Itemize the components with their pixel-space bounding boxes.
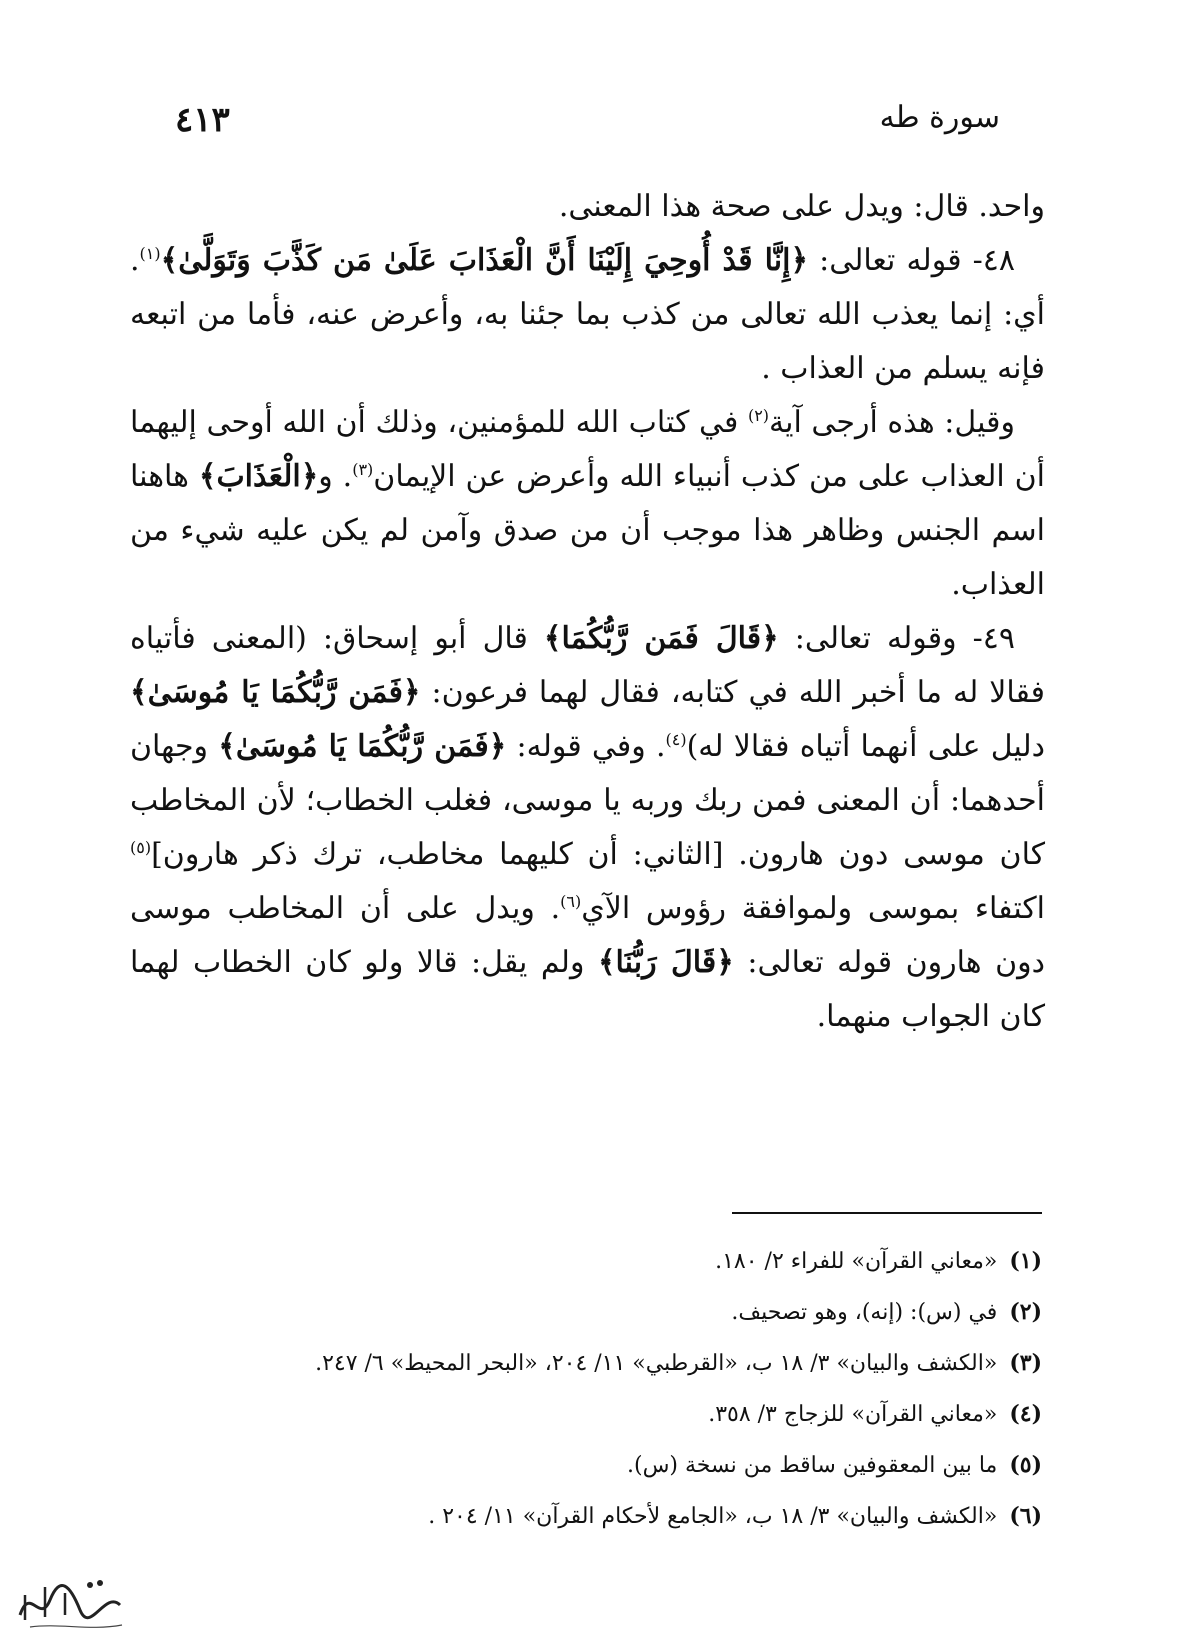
paragraph-4-text-f: اكتفاء بموسى ولموافقة رؤوس الآي bbox=[581, 891, 1046, 926]
footnote-number: (٦) bbox=[1009, 1503, 1042, 1529]
footnote-ref-5[interactable]: (٥) bbox=[130, 838, 152, 857]
verse-48-intro: ٤٨- قوله تعالى: bbox=[808, 243, 1016, 278]
publisher-logo bbox=[10, 1565, 130, 1635]
paragraph-4-text-c: دليل على أنهما أتياه فقالا له) bbox=[686, 729, 1045, 764]
paragraph-3-text-c: . و bbox=[318, 459, 353, 494]
paragraph-2 bbox=[130, 234, 1045, 396]
footnote-ref-4[interactable]: (٤) bbox=[665, 730, 687, 749]
footnote-number: (٥) bbox=[1009, 1452, 1042, 1478]
footnotes bbox=[137, 1236, 1042, 1542]
footnote-item bbox=[137, 1338, 1042, 1389]
footnote-item bbox=[137, 1440, 1042, 1491]
footnote-text: في (س): (إنه)، وهو تصحيف. bbox=[731, 1300, 998, 1325]
paragraph-3-text-b: في كتاب الله للمؤمنين، وذلك أن الله أوحى إليهما أن العذاب على من كذب أنبياء الله وأعرض عن الإيمان bbox=[130, 405, 1045, 494]
footnote-text: «معاني القرآن» للفراء ٢/ ١٨٠. bbox=[715, 1249, 998, 1274]
surah-title: سورة طه bbox=[879, 100, 1000, 135]
footnote-item bbox=[137, 1389, 1042, 1440]
quran-ayah: ﴿إِنَّا قَدْ أُوحِيَ إِلَيْنَا أَنَّ الْعَذَابَ عَلَىٰ مَن كَذَّبَ وَتَوَلَّىٰ﴾ bbox=[160, 243, 809, 278]
paragraph-3 bbox=[130, 396, 1045, 612]
paragraph-3-text-d: هاهنا اسم الجنس وظاهر هذا موجب أن من صدق وآمن لم يكن عليه شيء من العذاب. bbox=[130, 459, 1045, 602]
page-number: ٤١٣ bbox=[175, 100, 230, 140]
verse-48-commentary: . أي: إنما يعذب الله تعالى من كذب بما جئنا به، وأعرض عنه، فأما من اتبعه فإنه يسلم من العذاب . bbox=[130, 243, 1045, 386]
footnote-item bbox=[137, 1491, 1042, 1542]
footnote-ref-6[interactable]: (٦) bbox=[560, 892, 582, 911]
paragraph-1-text: واحد. قال: ويدل على صحة هذا المعنى. bbox=[558, 189, 1045, 224]
footnote-ref-3[interactable]: (٣) bbox=[352, 460, 374, 479]
quran-ayah: ﴿قَالَ فَمَن رَّبُّكُمَا﴾ bbox=[543, 621, 779, 656]
quran-word: ﴿الْعَذَابَ﴾ bbox=[198, 459, 319, 494]
footnote-item bbox=[137, 1287, 1042, 1338]
footnote-number: (٤) bbox=[1009, 1401, 1042, 1427]
paragraph-4-text-e: وجهان أحدهما: أن المعنى فمن ربك وربه يا موسى، فغلب الخطاب؛ لأن المخاطب كان موسى دون هارون. [الثاني: أن كليهما مخاطب، ترك ذكر هارون] bbox=[130, 729, 1045, 872]
main-text bbox=[130, 180, 1045, 1044]
paragraph-3-text-a: وقيل: هذه أرجى آية bbox=[769, 405, 1015, 440]
paragraph-4-text-b: قال أبو إسحاق: (المعنى فأتياه فقالا له ما أخبر الله في كتابه، فقال لهما فرعون: bbox=[130, 621, 1045, 710]
quran-ayah: ﴿فَمَن رَّبُّكُمَا يَا مُوسَىٰ﴾ bbox=[130, 675, 421, 710]
quran-ayah: ﴿قَالَ رَبُّنَا﴾ bbox=[597, 945, 734, 980]
footnote-text: ما بين المعقوفين ساقط من نسخة (س). bbox=[627, 1453, 998, 1478]
footnote-number: (٣) bbox=[1009, 1350, 1042, 1376]
paragraph-4-text-h: ولم يقل: قالا ولو كان الخطاب لهما كان الجواب منهما. bbox=[130, 945, 1045, 1034]
paragraph-4 bbox=[130, 612, 1045, 1044]
quran-ayah: ﴿فَمَن رَّبُّكُمَا يَا مُوسَىٰ﴾ bbox=[218, 729, 507, 764]
paragraph-4-text-g: . ويدل على أن المخاطب موسى دون هارون قوله تعالى: bbox=[130, 891, 1045, 980]
footnote-divider bbox=[732, 1212, 1042, 1214]
footnote-ref-2[interactable]: (٢) bbox=[747, 406, 770, 425]
verse-49-intro: ٤٩- وقوله تعالى: bbox=[778, 621, 1015, 656]
footnote-text: «الكشف والبيان» ٣/ ١٨ ب، «القرطبي» ١١/ ٢٠٤، «البحر المحيط» ٦/ ٢٤٧. bbox=[315, 1351, 998, 1376]
paragraph-1 bbox=[130, 180, 1045, 234]
footnote-number: (٢) bbox=[1009, 1299, 1042, 1325]
footnote-text: «الكشف والبيان» ٣/ ١٨ ب، «الجامع لأحكام القرآن» ١١/ ٢٠٤ . bbox=[428, 1504, 998, 1529]
footnote-ref-1[interactable]: (١) bbox=[139, 244, 161, 263]
paragraph-4-text-d: . وفي قوله: bbox=[506, 729, 666, 764]
footnote-text: «معاني القرآن» للزجاج ٣/ ٣٥٨. bbox=[708, 1402, 998, 1427]
footnote-item bbox=[137, 1236, 1042, 1287]
footnote-number: (١) bbox=[1009, 1248, 1042, 1274]
